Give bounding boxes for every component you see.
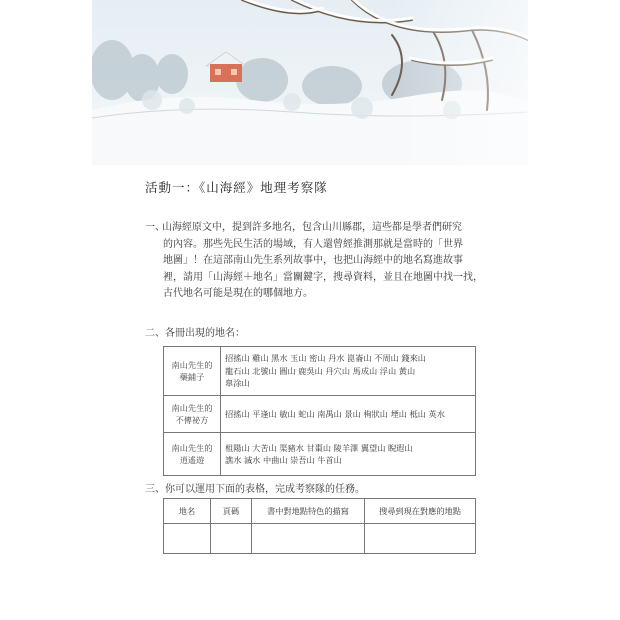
header-page-number: 頁碼 [211, 499, 252, 524]
blank-cell[interactable] [365, 524, 476, 554]
winter-landscape-illustration [92, 0, 528, 165]
book-title-cell [164, 433, 221, 476]
place-names-line: 譙水 滅水 中曲山 崇吾山 牛首山 [225, 455, 342, 465]
place-names-line: 龍石山 北號山 圓山 鹿吳山 丹穴山 馬成山 浮山 黃山 [225, 365, 416, 376]
section-1-number: 一、 [145, 222, 165, 233]
table-row [164, 347, 476, 396]
book-title-line: 南山先生的 [171, 359, 213, 370]
intro-line: 地圖」！在這部南山先生系列故事中，也把山海經中的地名寫進故事 [163, 255, 463, 266]
blank-cell[interactable] [252, 524, 365, 554]
blank-cell[interactable] [211, 524, 252, 554]
intro-line: 古代地名可能是現在的哪個地方。 [163, 288, 313, 299]
book-title-line: 南山先生的 [171, 442, 213, 453]
book-title-line: 藥鋪子 [179, 372, 205, 382]
table-header-row [164, 499, 476, 524]
section-1-intro [145, 220, 497, 303]
place-names-line: 柤陽山 大苦山 渠豬水 甘棗山 陵羊澤 翼望山 睨遐山 [225, 442, 413, 453]
table-row [164, 433, 476, 476]
header-modern-location: 搜尋到現在對應的地點 [365, 499, 476, 524]
book-title-cell [164, 396, 221, 433]
place-names-line: 招搖山 雞山 黑水 玉山 密山 丹水 崑崙山 不周山 錢來山 [225, 353, 426, 364]
header-place-name: 地名 [164, 499, 211, 524]
book-title-cell [164, 347, 221, 396]
header-description: 書中對地點特色的描寫 [252, 499, 365, 524]
intro-line: 裡，請用「山海經＋地名」當關鍵字，搜尋資料，並且在地圖中找一找， [163, 271, 483, 283]
investigation-task-table [163, 498, 476, 554]
book-title-line: 南山先生的 [171, 402, 213, 413]
place-names-cell [221, 433, 476, 476]
table-row [164, 396, 476, 433]
section-3-heading: 三、你可以運用下面的表格，完成考察隊的任務。 [145, 484, 365, 495]
place-names-line: 招搖山 平逢山 敏山 蛇山 南禺山 景山 栒狀山 堙山 柢山 英水 [225, 408, 445, 419]
place-names-table [163, 346, 476, 476]
blank-cell[interactable] [164, 524, 211, 554]
intro-line: 山海經原文中，提到許多地名，包含山川縣郡，這些都是學者們研究 [162, 222, 462, 233]
table-row [164, 524, 476, 554]
intro-line: 的內容。那些先民生活的場域，有人還曾經推測那就是當時的「世界 [163, 238, 463, 250]
book-title-line: 不傳祕方 [175, 415, 209, 425]
place-names-cell [221, 347, 476, 396]
place-names-cell [221, 396, 476, 433]
place-names-line: 臯涂山 [225, 378, 250, 389]
book-title-line: 逍遙遊 [179, 455, 205, 465]
section-2-heading: 二、各冊出現的地名： [145, 328, 245, 339]
activity-title: 活動一：《山海經》地理考察隊 [145, 180, 328, 195]
